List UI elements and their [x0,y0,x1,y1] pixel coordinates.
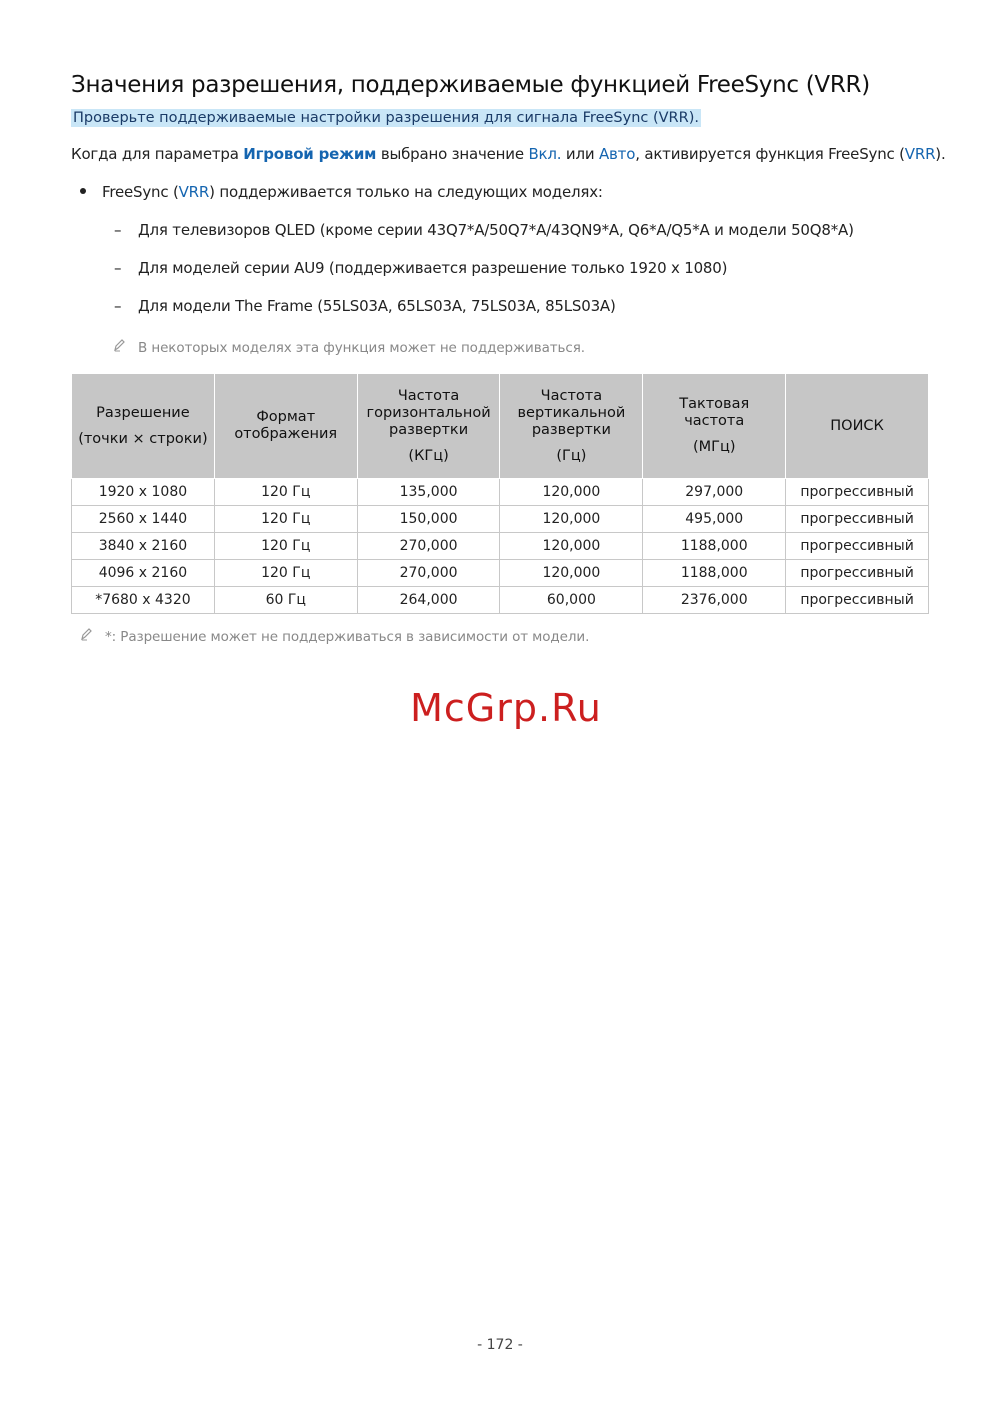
table-cell: 2560 x 1440 [72,506,215,533]
para-text-2: выбрано значение [376,145,529,163]
bullet-text-2: ) поддерживается только на следующих моделях: [209,183,603,201]
dash-item-text: Для моделей серии AU9 (поддерживается разрешение только 1920 x 1080) [138,259,728,277]
dash-item-text: Для телевизоров QLED (кроме серии 43Q7*A/50Q7*A/43QN9*A, Q6*A/Q5*A и модели 50Q8*A) [138,221,854,239]
table-cell: 120 Гц [214,533,357,560]
pencil-icon [113,338,126,356]
dash-symbol: – [114,297,122,315]
table-cell: прогрессивный [786,533,929,560]
dash-item [114,221,854,239]
para-text-3: или [561,145,599,163]
table-cell: 297,000 [643,479,786,506]
table-cell: 1920 x 1080 [72,479,215,506]
table-cell: прогрессивный [786,506,929,533]
table-cell: 120,000 [500,533,643,560]
watermark: McGrp.Ru [410,686,602,730]
table-cell: 150,000 [357,506,500,533]
table-cell: 270,000 [357,533,500,560]
dash-item [114,259,727,277]
dash-symbol: – [114,259,122,277]
para-text-5: ). [935,145,946,163]
table-row [72,560,929,587]
header-unit: (КГц) [408,447,449,464]
subtitle: Проверьте поддерживаемые настройки разрешения для сигнала FreeSync (VRR). [73,110,699,126]
intro-paragraph [71,145,946,163]
table-cell: 270,000 [357,560,500,587]
table-cell: 120,000 [500,560,643,587]
dash-symbol: – [114,221,122,239]
table-cell: *7680 x 4320 [72,587,215,614]
bullet-dot-icon [80,188,86,194]
table-cell: 495,000 [643,506,786,533]
header-clock-freq [643,374,786,479]
note-resolution [80,627,589,645]
resolution-table [71,373,929,614]
table-cell: 120,000 [500,479,643,506]
header-main: Тактовая частота [679,396,750,429]
para-text-1: Когда для параметра [71,145,244,163]
header-scan [786,374,929,479]
auto-value: Авто [598,145,636,163]
table-cell: прогрессивный [786,479,929,506]
header-horizontal-freq [357,374,500,479]
game-mode-link: Игровой режим [243,145,377,163]
header-resolution [72,374,215,479]
header-format [214,374,357,479]
table-row [72,506,929,533]
table-cell: 1188,000 [643,560,786,587]
table-row [72,479,929,506]
table-cell: прогрессивный [786,560,929,587]
dash-item [114,297,616,315]
header-main: Частота вертикальной развертки [517,387,626,438]
bullet-item [80,183,603,201]
bullet-vrr: VRR [178,183,210,201]
table-header-row [72,374,929,479]
header-vertical-freq [500,374,643,479]
table-cell: 120 Гц [214,506,357,533]
table-cell: 60,000 [500,587,643,614]
page-title: Значения разрешения, поддерживаемые функцией FreeSync (VRR) [71,72,870,98]
bullet-text-1: FreeSync ( [102,183,179,201]
table-cell: 264,000 [357,587,500,614]
table-cell: 120 Гц [214,560,357,587]
header-main: Разрешение [96,404,190,421]
table-cell: 3840 x 2160 [72,533,215,560]
table-cell: 120 Гц [214,479,357,506]
note-resolution-text: *: Разрешение может не поддерживаться в зависимости от модели. [105,629,590,645]
note-models [113,338,585,356]
subtitle-block [71,107,701,126]
table-cell: прогрессивный [786,587,929,614]
pencil-icon [80,627,93,645]
header-unit: (МГц) [692,439,736,455]
note-models-text: В некоторых моделях эта функция может не поддерживаться. [138,340,585,356]
dash-item-text: Для модели The Frame (55LS03A, 65LS03A, 75LS03A, 85LS03A) [138,297,616,315]
header-main: ПОИСК [830,417,884,434]
header-unit: (Гц) [556,447,587,464]
header-main: Формат отображения [234,409,338,442]
vrr-value: VRR [904,145,936,163]
para-text-4: , активируется функция FreeSync ( [635,145,905,163]
table-cell: 2376,000 [643,587,786,614]
table-row [72,533,929,560]
page-number: - 172 - [477,1337,523,1353]
table-cell: 4096 x 2160 [72,560,215,587]
table-cell: 60 Гц [214,587,357,614]
table-cell: 1188,000 [643,533,786,560]
table-row [72,587,929,614]
table-cell: 120,000 [500,506,643,533]
table-cell: 135,000 [357,479,500,506]
on-value: Вкл. [528,145,562,163]
header-main: Частота горизонтальной развертки [366,387,491,438]
header-unit: (точки × строки) [78,430,208,447]
